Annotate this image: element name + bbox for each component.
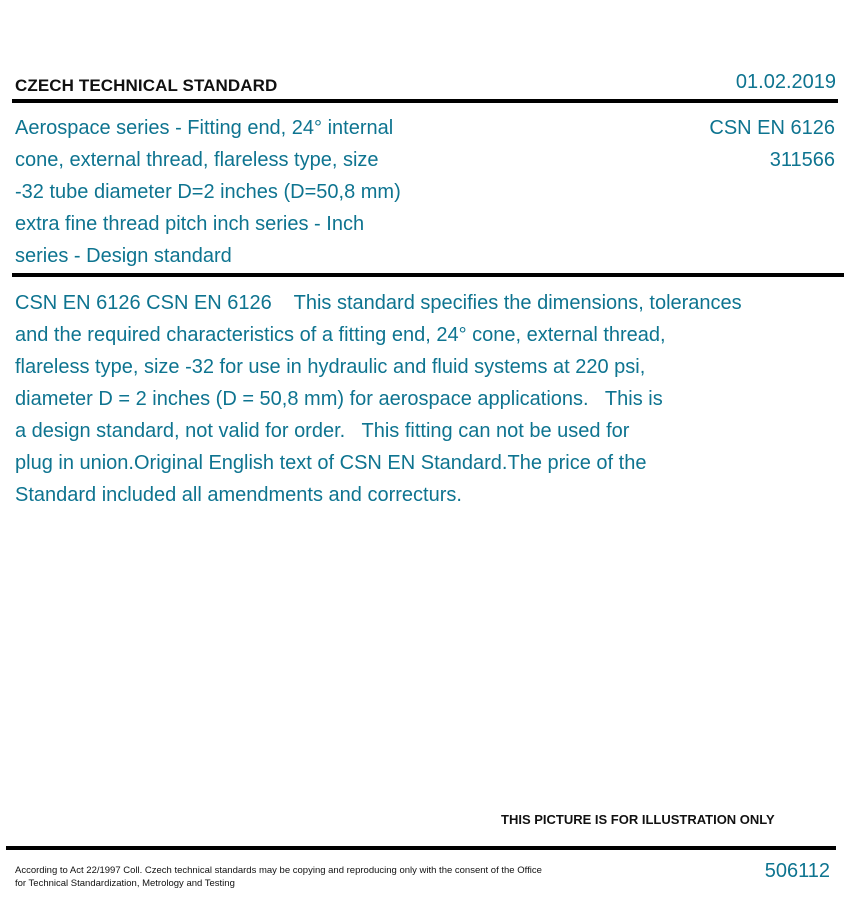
description-line: diameter D = 2 inches (D = 50,8 mm) for aerospace applications. This is <box>15 388 663 410</box>
standard-code: CSN EN 6126 <box>709 117 835 139</box>
top-divider <box>12 99 838 103</box>
standard-title-line: -32 tube diameter D=2 inches (D=50,8 mm) <box>15 181 401 203</box>
catalog-number: 311566 <box>769 149 835 171</box>
standard-title <box>15 112 455 272</box>
standard-title-line: cone, external thread, flareless type, size <box>15 149 379 171</box>
publication-date: 01.02.2019 <box>735 71 836 93</box>
bottom-divider <box>6 846 836 850</box>
legal-notice <box>15 864 595 890</box>
description-line: plug in union.Original English text of CSN EN Standard.The price of the <box>15 452 647 474</box>
description-line: a design standard, not valid for order. This fitting can not be used for <box>15 420 630 442</box>
middle-divider <box>12 273 844 277</box>
legal-line: According to Act 22/1997 Coll. Czech technical standards may be copying and reproducing only with the consent of the Office <box>15 865 542 876</box>
illustration-note: THIS PICTURE IS FOR ILLUSTRATION ONLY <box>501 812 775 827</box>
page-title: CZECH TECHNICAL STANDARD <box>15 76 278 95</box>
legal-line: for Technical Standardization, Metrology and Testing <box>15 878 235 889</box>
description-line: flareless type, size -32 for use in hydraulic and fluid systems at 220 psi, <box>15 356 646 378</box>
standard-title-line: extra fine thread pitch inch series - Inch <box>15 213 365 235</box>
standard-title-line: Aerospace series - Fitting end, 24° internal <box>15 117 394 139</box>
standard-description <box>15 287 815 511</box>
standard-identifiers <box>709 112 835 176</box>
description-line: CSN EN 6126 CSN EN 6126 This standard specifies the dimensions, tolerances <box>15 292 742 314</box>
description-line: and the required characteristics of a fitting end, 24° cone, external thread, <box>15 324 666 346</box>
description-line: Standard included all amendments and correcturs. <box>15 484 462 506</box>
document-number: 506112 <box>764 860 830 882</box>
standard-title-line: series - Design standard <box>15 245 232 267</box>
